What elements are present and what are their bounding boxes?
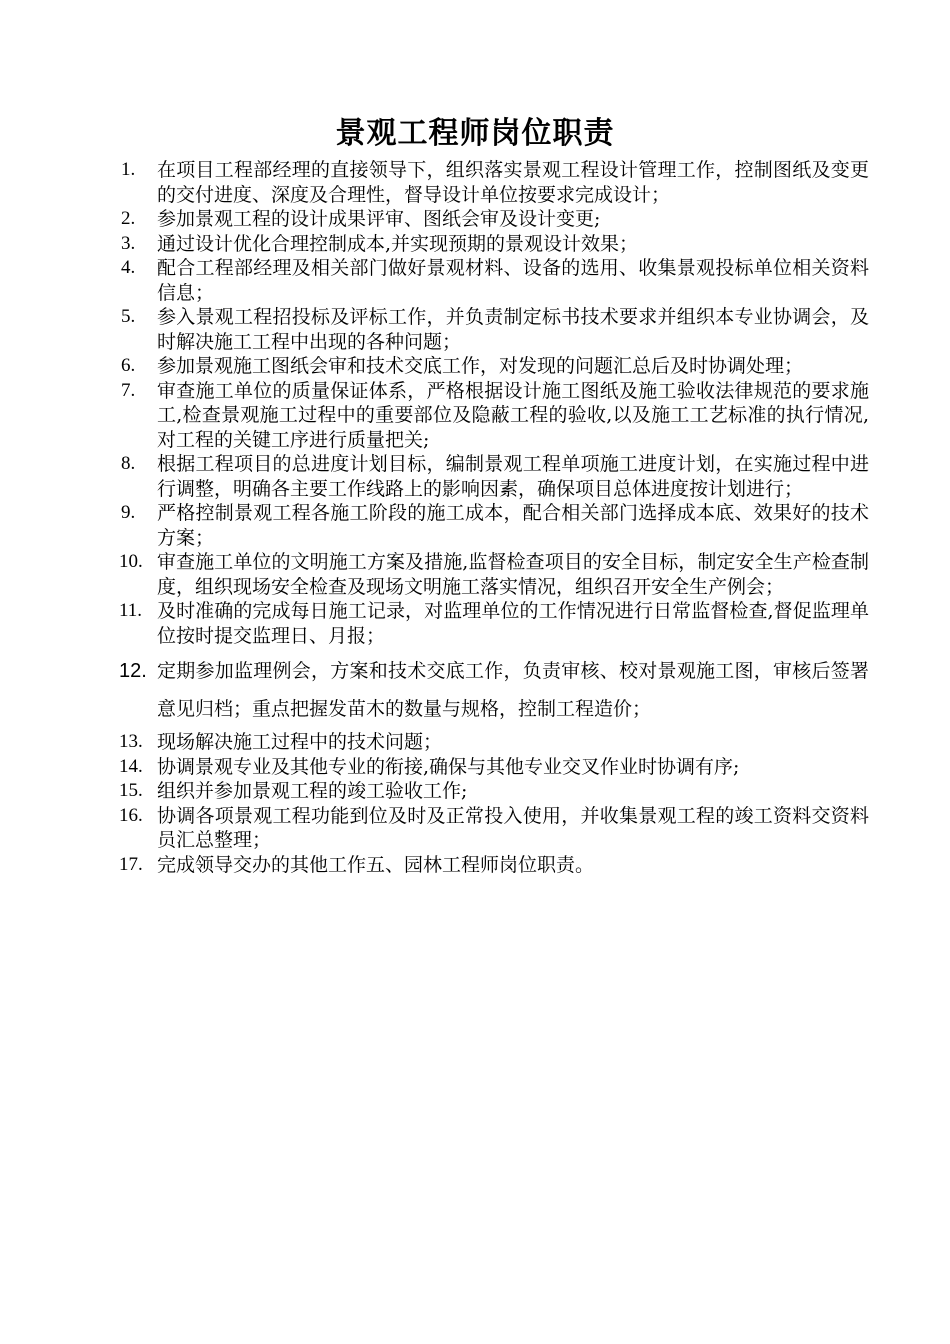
list-item (121, 232, 869, 257)
item-text: 严格控制景观工程各施工阶段的施工成本，配合相关部门选择成本底、效果好的技术方案； (157, 502, 869, 549)
item-text: 组织并参加景观工程的竣工验收工作; (157, 780, 468, 802)
item-text: 完成领导交办的其他工作五、园林工程师岗位职责。 (157, 853, 595, 876)
item-number: 5. (121, 306, 136, 327)
item-text: 及时准确的完成每日施工记录，对监理单位的工作情况进行日常监督检查,督促监理单位按时提交监理日、月报； (157, 600, 869, 647)
list-item (121, 256, 869, 305)
item-text: 协调各项景观工程功能到位及时及正常投入使用，并收集景观工程的竣工资料交资料员汇总整理； (157, 804, 869, 851)
item-text: 定期参加监理例会，方案和技术交底工作，负责审核、校对景观施工图，审核后签署意见归档；重点把握发苗木的数量与规格，控制工程造价； (157, 660, 869, 720)
item-number: 10. (119, 551, 143, 572)
item-text: 根据工程项目的总进度计划目标，编制景观工程单项施工进度计划，在实施过程中进行调整，明确各主要工作线路上的影响因素，确保项目总体进度按计划进行； (157, 453, 869, 500)
list-item (119, 652, 869, 728)
list-item (119, 779, 869, 804)
item-number: 16. (119, 804, 143, 826)
item-number: 13. (119, 731, 143, 752)
page-title: 景观工程师岗位职责 (335, 116, 615, 151)
list-item (121, 379, 869, 453)
item-text: 协调景观专业及其他专业的衔接,确保与其他专业交叉作业时协调有序; (157, 755, 740, 778)
list-item (121, 158, 869, 207)
item-number: 17. (119, 853, 143, 875)
item-number: 14. (119, 755, 143, 777)
item-text: 审查施工单位的质量保证体系，严格根据设计施工图纸及施工验收法律规范的要求施工,检查景观施工过程中的重要部位及隐蔽工程的验收,以及施工工艺标准的执行情况,对工程的关键工序进行质量把关; (157, 379, 869, 451)
item-text: 参加景观施工图纸会审和技术交底工作，对发现的问题汇总后及时协调处理； (157, 355, 804, 377)
list-item (119, 599, 869, 648)
item-text: 在项目工程部经理的直接领导下，组织落实景观工程设计管理工作，控制图纸及变更的交付进度、深度及合理性，督导设计单位按要求完成设计； (157, 159, 869, 206)
item-text: 参加景观工程的设计成果评审、图纸会审及设计变更; (157, 208, 601, 230)
item-number: 8. (121, 453, 136, 474)
list-item (119, 804, 869, 853)
item-number: 1. (121, 159, 136, 180)
item-number: 15. (119, 780, 143, 801)
item-text: 现场解决施工过程中的技术问题； (157, 731, 443, 753)
list-item (119, 730, 869, 755)
item-text: 通过设计优化合理控制成本,并实现预期的景观设计效果； (157, 232, 639, 255)
item-number: 2. (121, 208, 136, 229)
item-number: 4. (121, 257, 136, 278)
item-number: 11. (119, 600, 143, 621)
list-item (121, 501, 869, 550)
list-item (121, 207, 869, 232)
item-number: 7. (121, 379, 136, 401)
list-item (121, 354, 869, 379)
item-number: 6. (121, 355, 136, 376)
list-item (119, 550, 869, 599)
item-number: 9. (121, 502, 136, 523)
list-item (121, 305, 869, 354)
item-text: 审查施工单位的文明施工方案及措施,监督检查项目的安全目标，制定安全生产检查制度，组织现场安全检查及现场文明施工落实情况，组织召开安全生产例会； (157, 551, 869, 598)
item-text: 参入景观工程招投标及评标工作，并负责制定标书技术要求并组织本专业协调会，及时解决施工工程中出现的各种问题； (157, 306, 869, 353)
item-text: 配合工程部经理及相关部门做好景观材料、设备的选用、收集景观投标单位相关资料信息； (157, 257, 869, 304)
duty-list (0, 158, 950, 877)
list-item (119, 755, 869, 780)
list-item (121, 452, 869, 501)
item-number: 12. (119, 660, 147, 682)
item-number: 3. (121, 232, 136, 254)
list-item (119, 853, 869, 878)
